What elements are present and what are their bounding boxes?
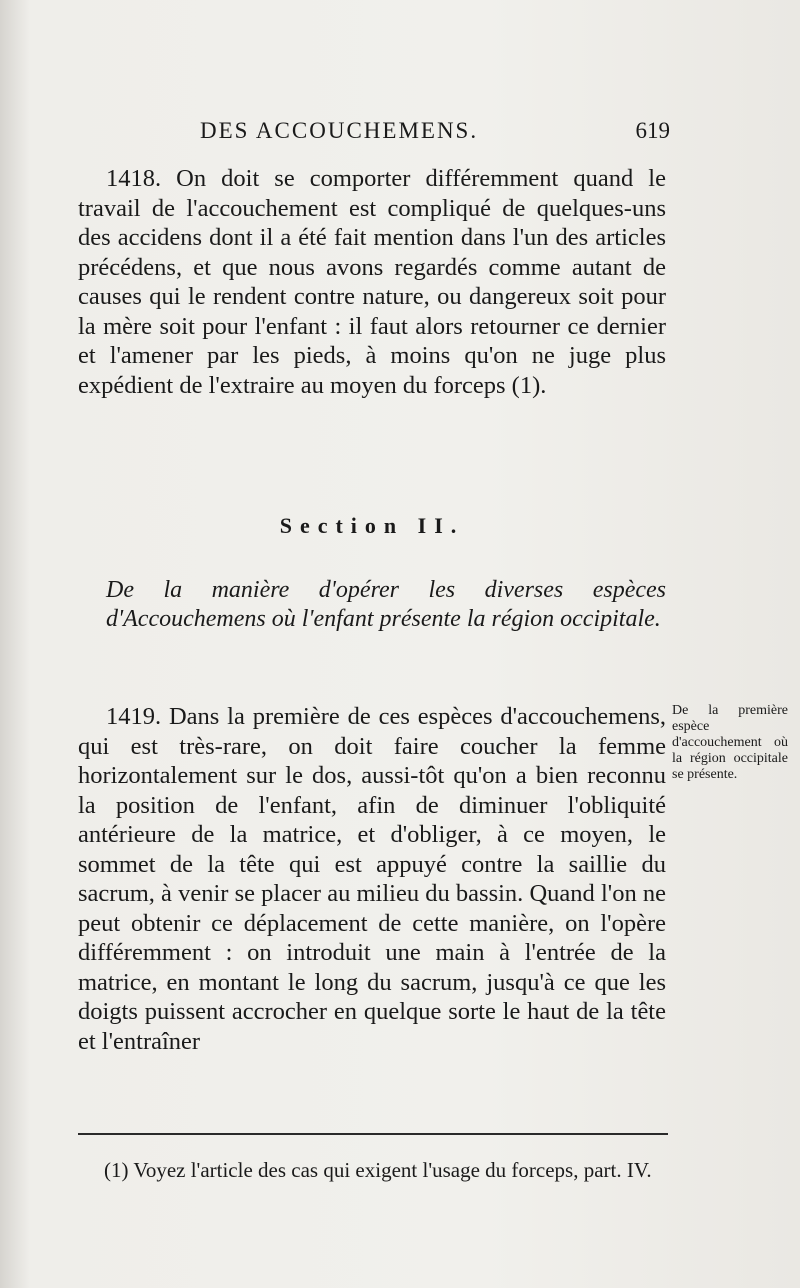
paragraph-1419-text: 1419. Dans la première de ces espèces d'accouchemens, qui est très-rare, on doit faire coucher la femme horizontalement sur le dos, aussi-tôt qu'on a bien reconnu la position de l'enfant, afin de diminuer l'obliquité antérieure de la matrice, et d'obliger, à ce moyen, le sommet de la tête qui est appuyé contre la saillie du sacrum, à venir se placer au milieu du bassin. Quand l'on ne peut obtenir ce déplacement de cette manière, on l'opère différemment : on introduit une main à l'entrée de la matrice, en montant le long du sacrum, jusqu'à ce que les doigts puissent accrocher en quelque sorte le haut de la tête et l'entraîner (78, 703, 666, 1055)
footnote-text: (1) Voyez l'article des cas qui exigent l'usage du forceps, part. IV. (104, 1158, 652, 1182)
paragraph-1418 (78, 164, 666, 400)
section-heading: Section II. (279, 513, 465, 538)
paragraph-1419 (78, 702, 666, 1056)
section-subheading-text: De la manière d'opérer les diverses espèces d'Accouchemens où l'enfant présente la région occipitale. (106, 577, 666, 632)
section-subheading (78, 576, 666, 634)
footnote-rule (78, 1133, 668, 1135)
running-head-title: DES ACCOUCHEMENS. (200, 118, 479, 143)
paragraph-1418-text: 1418. On doit se comporter différemment quand le travail de l'accouchement est compliqué de quelques-uns des accidens dont il a été fait mention dans l'un des articles précédens, et que nous avons regardés comme autant de causes qui le rendent contre nature, ou dangereux soit pour la mère soit pour l'enfant : il faut alors retourner ce dernier et l'amener par les pieds, à moins qu'on ne juge plus expédient de l'extraire au moyen du forceps (1). (78, 165, 666, 399)
page-number: 619 (635, 118, 670, 143)
margin-note: De la première espèce d'accouchement où la région occipitale se présente. (672, 703, 788, 782)
footnote (78, 1156, 668, 1185)
